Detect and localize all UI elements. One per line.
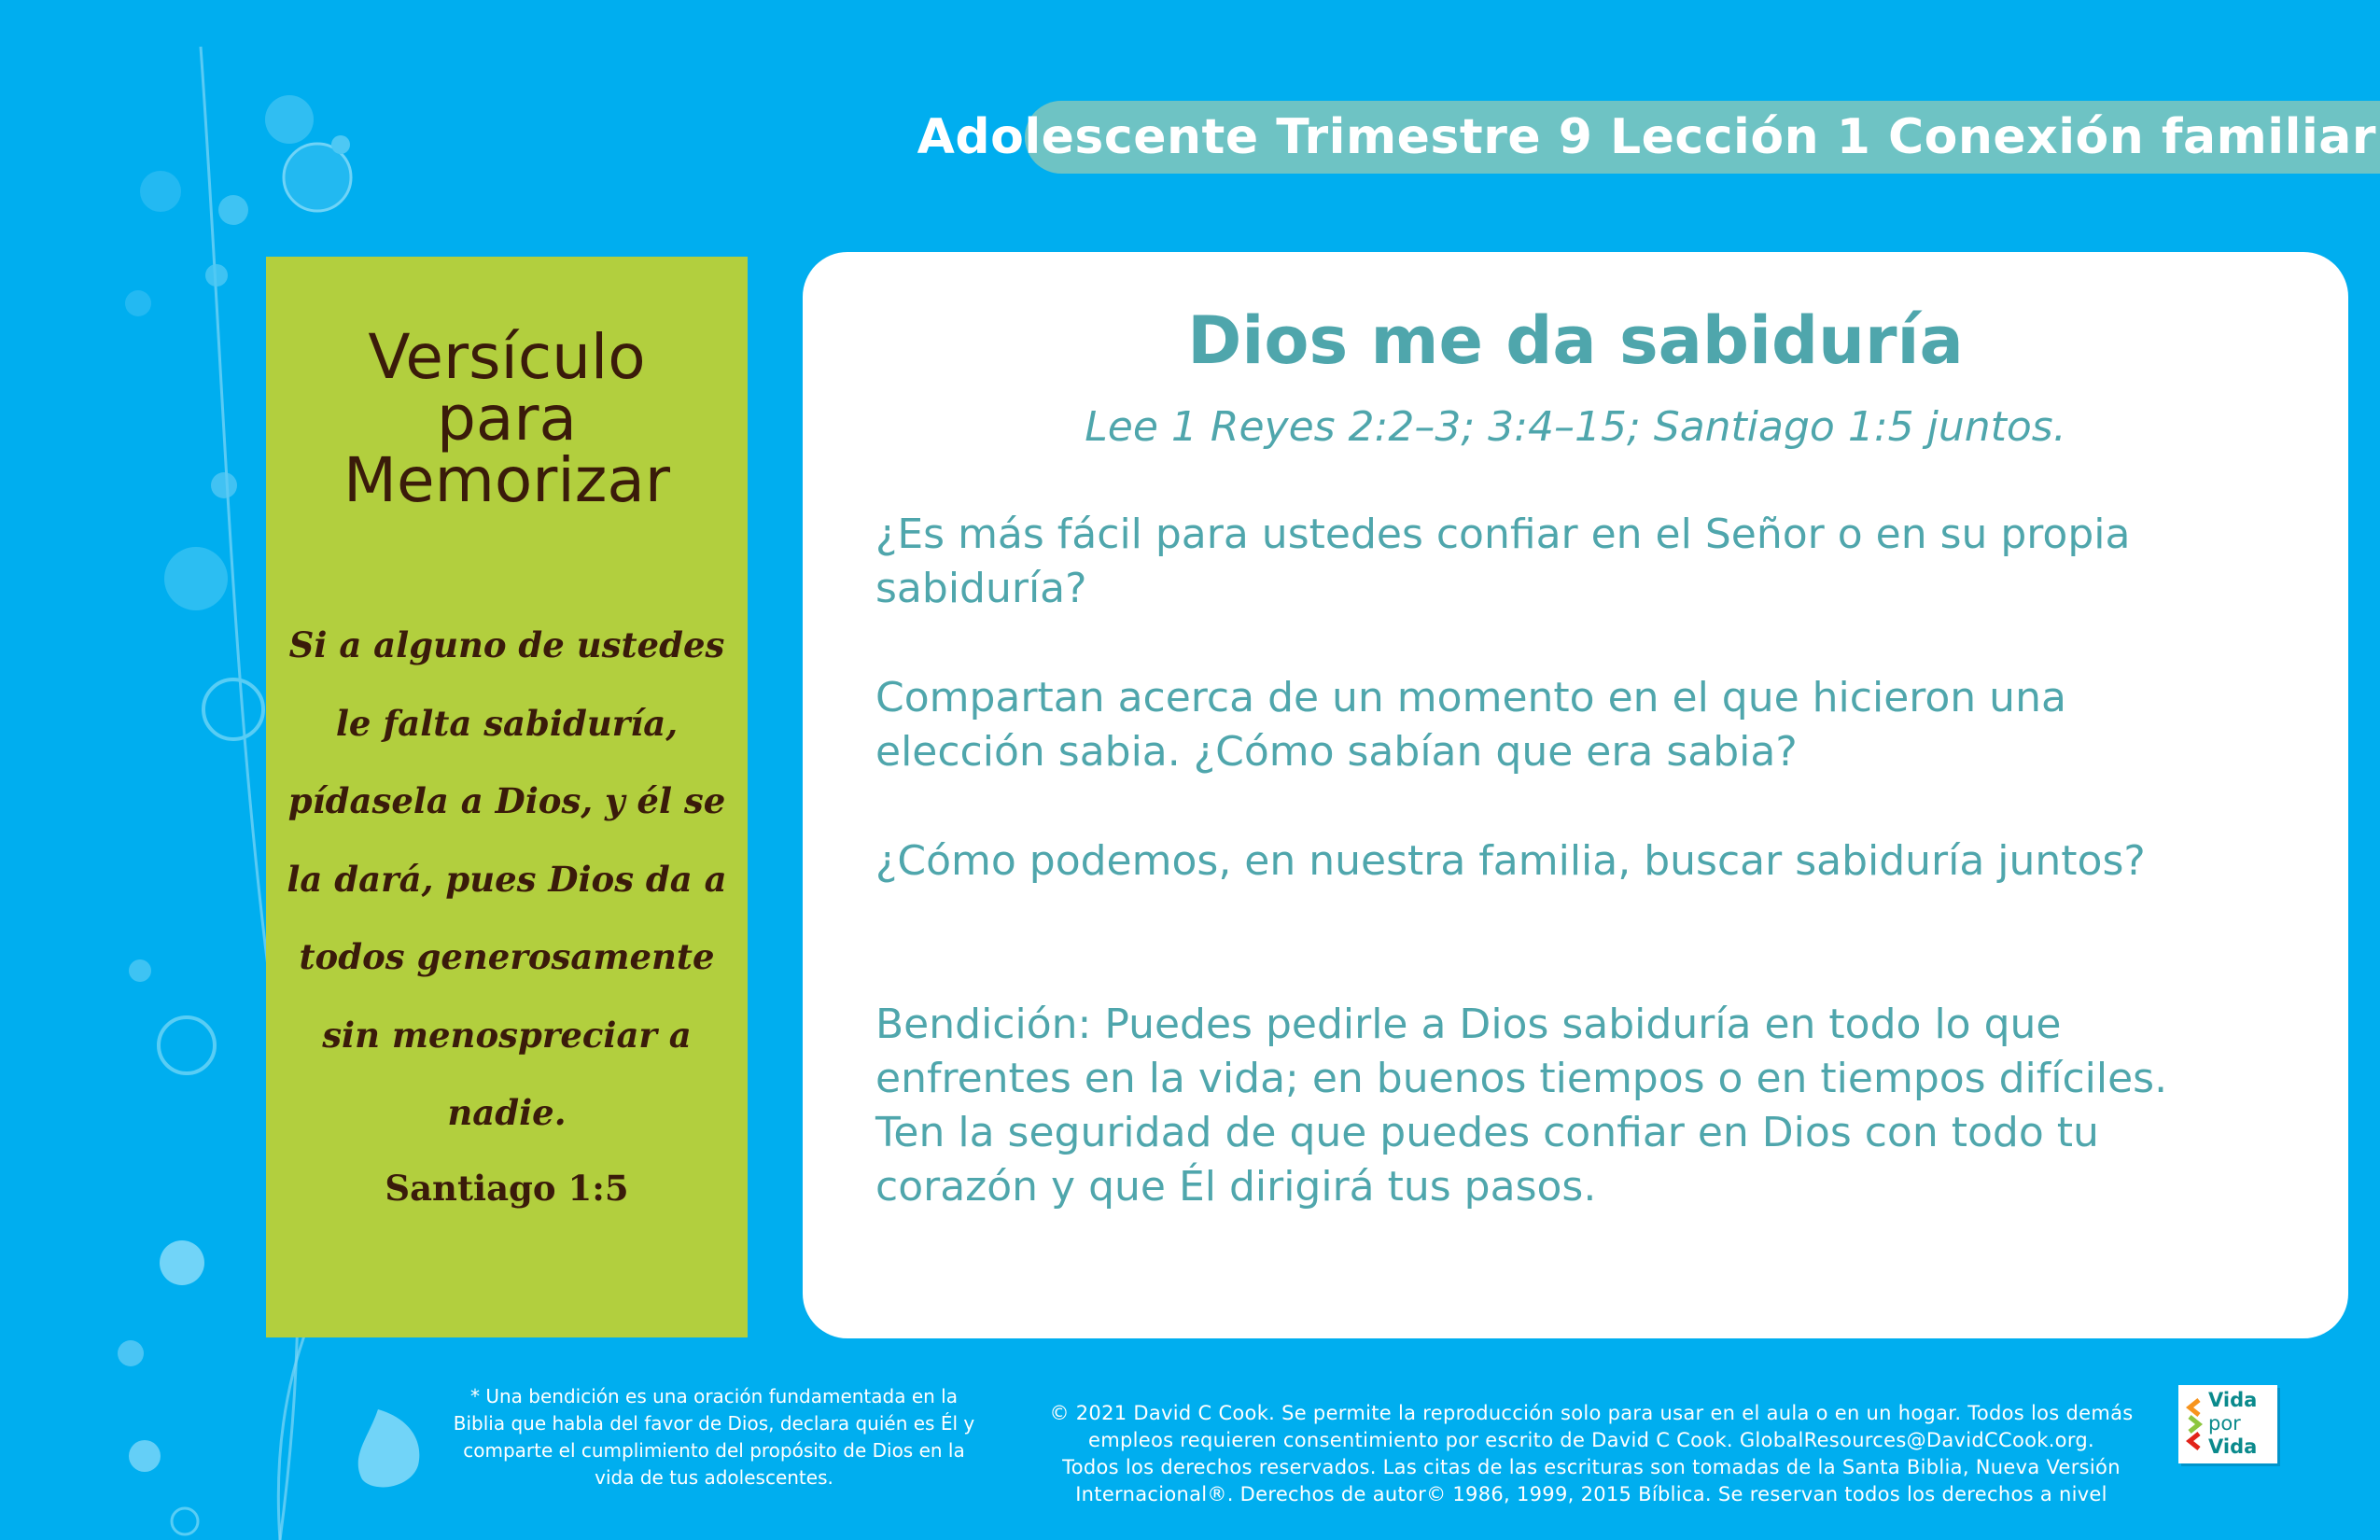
blessing-footnote: [443, 1383, 985, 1491]
footnote-line: Biblia que habla del favor de Dios, declara quién es Él y: [453, 1412, 975, 1435]
blessing-line: enfrentes en la vida; en buenos tiempos o en tiempos difíciles.: [875, 1055, 2168, 1102]
memory-verse-line: le falta sabiduría,: [335, 702, 679, 744]
question-2: [875, 671, 2294, 779]
blessing-line: corazón y que Él dirigirá tus pasos.: [875, 1163, 1597, 1211]
memory-verse-line: la dará, pues Dios da a: [287, 858, 727, 900]
question-1-line: sabiduría?: [875, 565, 1087, 612]
logo-text: [2208, 1389, 2274, 1459]
discussion-card: [803, 252, 2348, 1338]
footnote-line: * Una bendición es una oración fundamentada en la: [470, 1385, 958, 1407]
header-ribbon: [917, 101, 2380, 174]
question-2-line: Compartan acerca de un momento en el que hicieron una: [875, 674, 2066, 721]
memory-verse-line: nadie.: [447, 1092, 567, 1133]
card-title: Dios me da sabiduría: [1187, 302, 1964, 379]
memory-verse-line: todos generosamente: [299, 936, 715, 977]
copyright-line: Internacional®. Derechos de autor© 1986, 1999, 2015 Bíblica. Se reservan todos los derechos a nivel: [1075, 1483, 2107, 1505]
logo-chevron-icon: [2184, 1396, 2205, 1452]
blessing-line: Ten la seguridad de que puedes confiar en Dios con todo tu: [875, 1109, 2099, 1156]
question-1: [875, 508, 2294, 616]
copyright-line: Todos los derechos reservados. Las citas de las escrituras son tomadas de la Santa Biblia, Nueva Versión: [1062, 1456, 2121, 1478]
blessing-line: Bendición: Puedes pedirle a Dios sabiduría en todo lo que: [875, 1001, 2062, 1048]
copyright-line: © 2021 David C Cook. Se permite la reproducción solo para usar en el aula o en un hogar. Todos los demás: [1049, 1402, 2134, 1424]
footnote-line: comparte el cumplimiento del propósito de Dios en la: [463, 1439, 965, 1462]
header-title: Adolescente Trimestre 9 Lección 1 Conexión familiar: [917, 109, 2376, 165]
memory-verse-heading-line: para: [437, 383, 577, 455]
memory-verse-reference: Santiago 1:5: [385, 1168, 629, 1209]
memory-verse-heading: [266, 321, 748, 516]
copyright-notice: [1045, 1400, 2137, 1508]
question-2-line: elección sabia. ¿Cómo sabían que era sabia?: [875, 728, 1798, 776]
question-3: ¿Cómo podemos, en nuestra familia, buscar sabiduría juntos?: [875, 837, 2146, 885]
memory-verse-heading-line: Memorizar: [343, 444, 670, 516]
logo-line: Vida: [2208, 1435, 2258, 1458]
memory-verse-heading-line: Versículo: [368, 321, 646, 393]
memory-verse-text: [275, 607, 738, 1153]
memory-verse-panel: [266, 257, 748, 1337]
vida-por-vida-logo: [2178, 1385, 2277, 1463]
card-subtitle: Lee 1 Reyes 2:2–3; 3:4–15; Santiago 1:5 juntos.: [1085, 403, 2066, 451]
blessing: [875, 998, 2294, 1214]
copyright-line: empleos requieren consentimiento por escrito de David C Cook. GlobalResources@DavidCCook.org.: [1087, 1429, 2094, 1451]
footnote-line: vida de tus adolescentes.: [595, 1466, 833, 1489]
logo-line: por: [2208, 1412, 2241, 1435]
memory-verse-line: sin menospreciar a: [322, 1014, 692, 1056]
memory-verse-line: Si a alguno de ustedes: [288, 624, 725, 665]
memory-verse-line: pídasela a Dios, y él se: [287, 780, 726, 821]
logo-line: Vida: [2208, 1389, 2258, 1411]
question-1-line: ¿Es más fácil para ustedes confiar en el Señor o en su propia: [875, 511, 2131, 558]
